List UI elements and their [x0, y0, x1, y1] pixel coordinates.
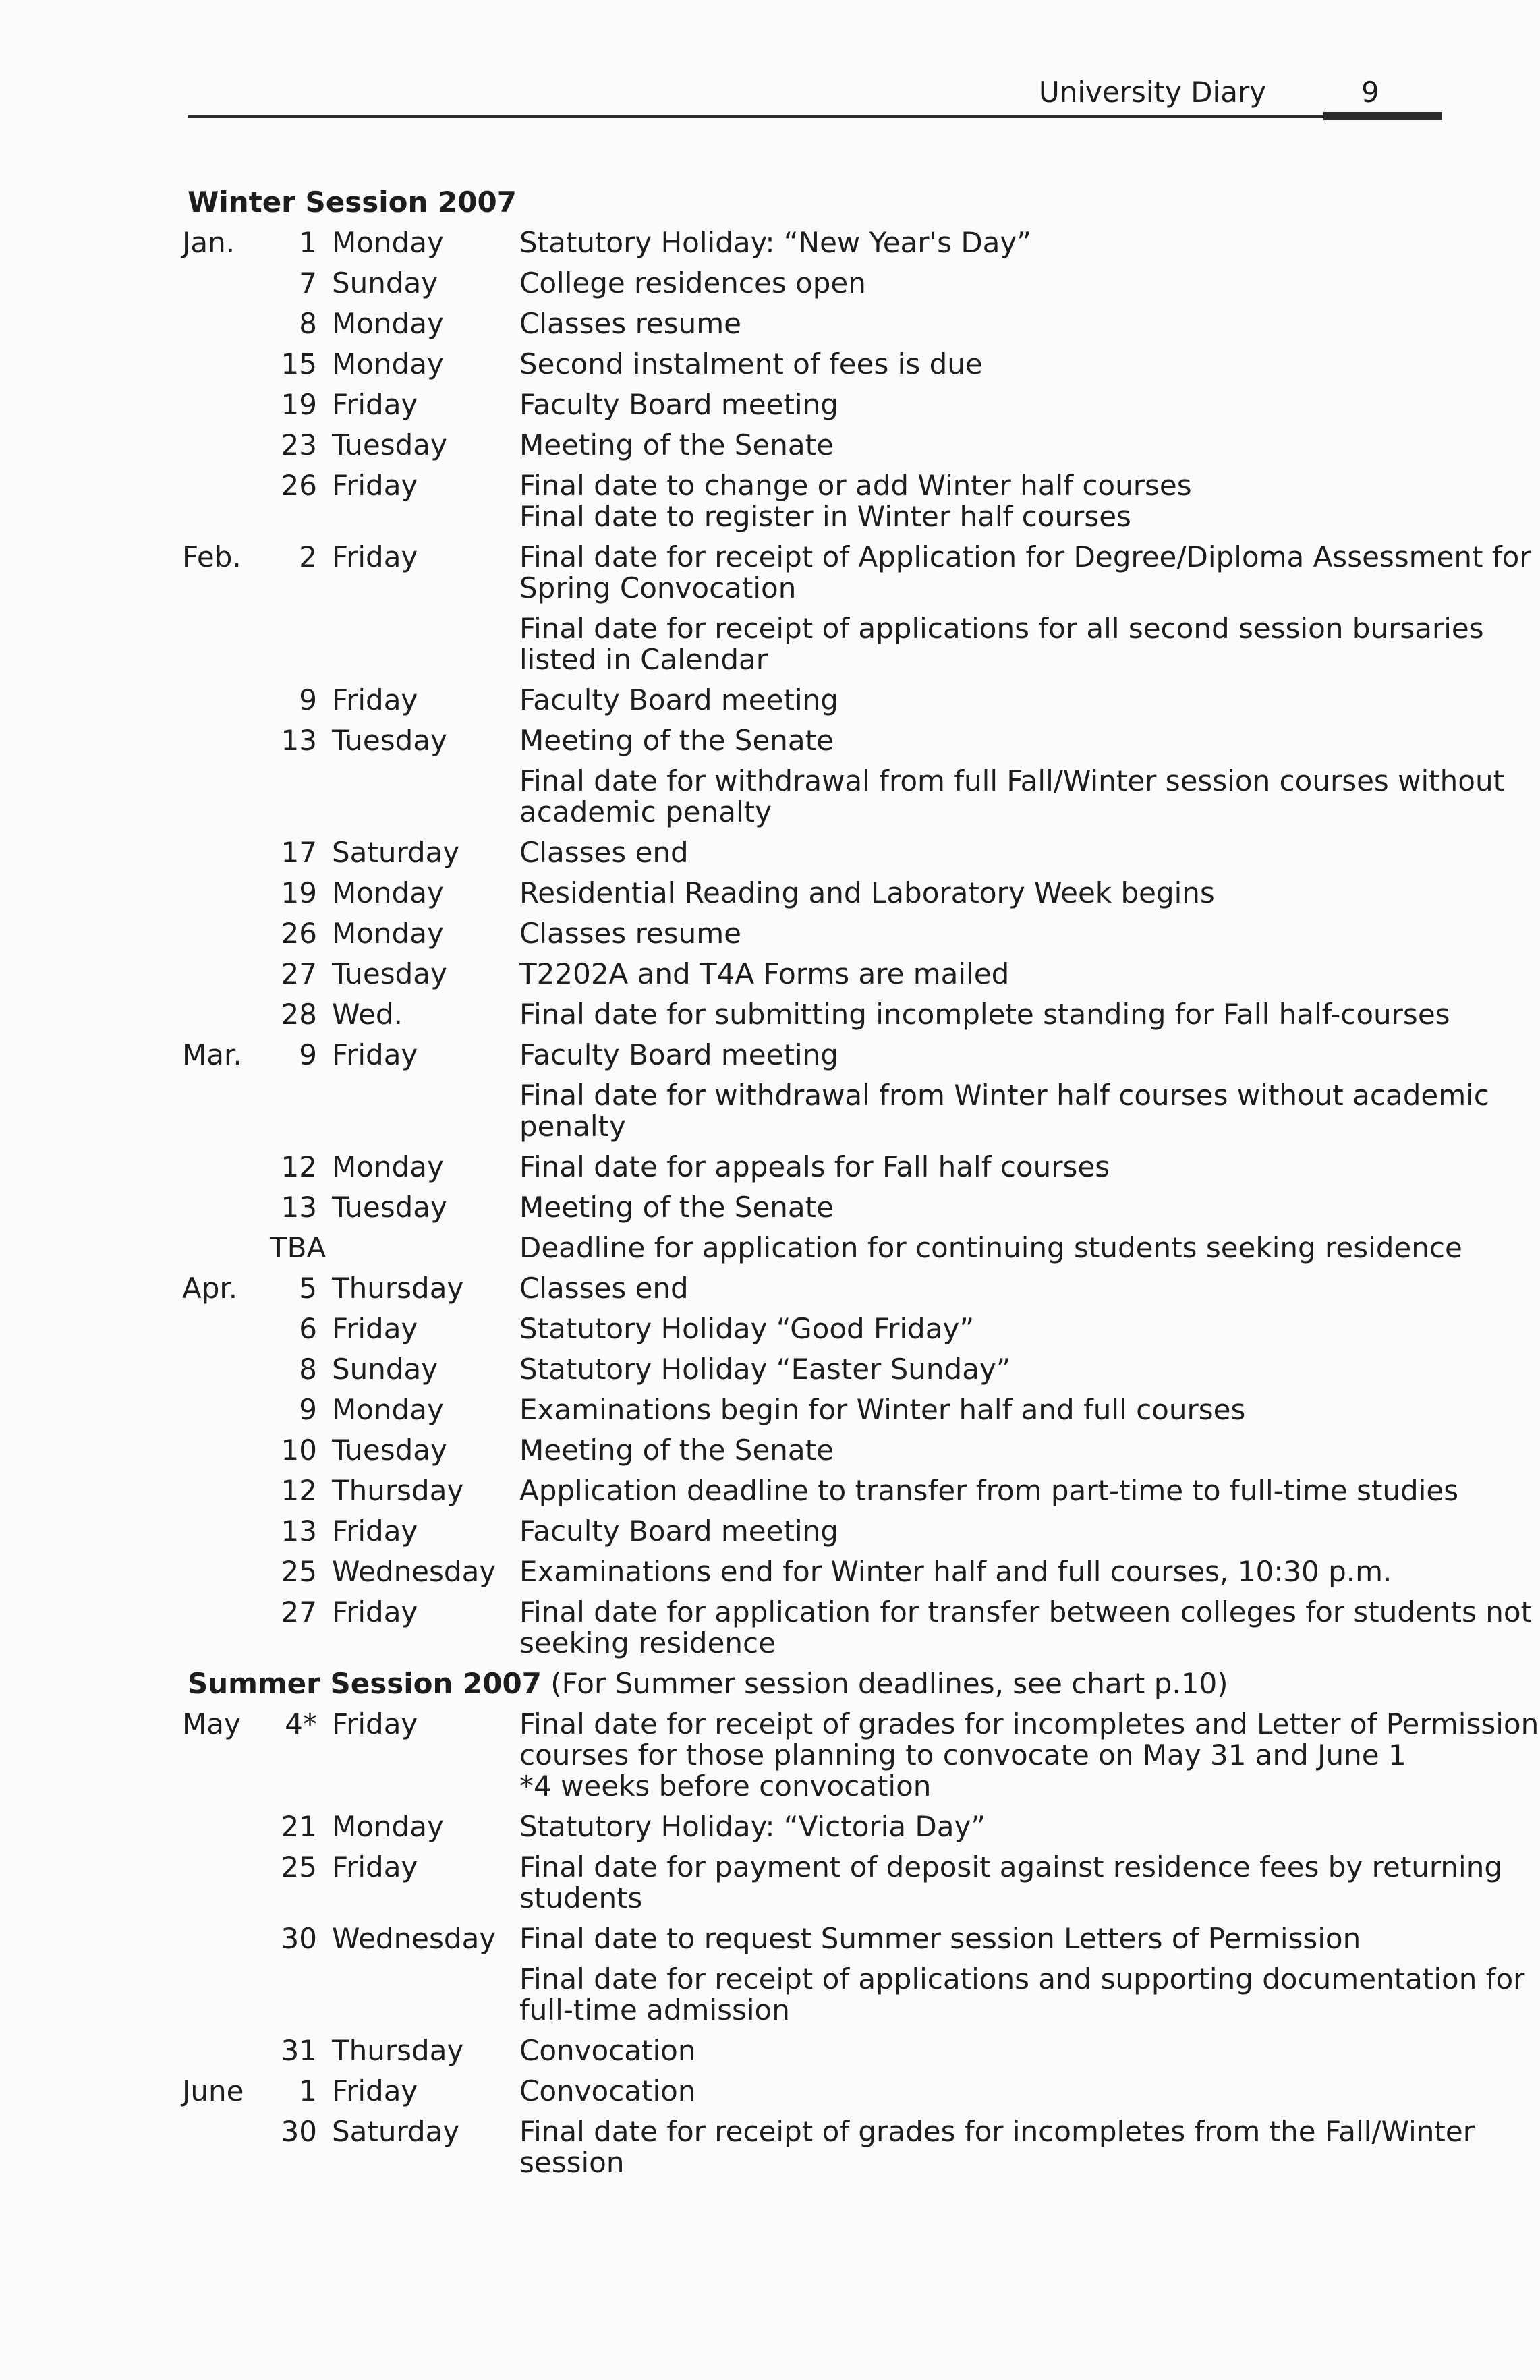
entry-weekday: Friday	[332, 2074, 418, 2107]
entry-weekday: Friday	[332, 1514, 418, 1548]
description-line: Final date for appeals for Fall half courses	[519, 1150, 1110, 1183]
diary-entry	[0, 680, 1540, 720]
diary-entry	[0, 1228, 1540, 1268]
diary-entry	[0, 2071, 1540, 2112]
entry-day: 1	[299, 226, 317, 259]
entry-weekday: Sunday	[332, 266, 438, 300]
description-line: Spring Convocation	[519, 571, 797, 604]
diary-entry	[0, 1592, 1540, 1664]
description-line: Convocation	[519, 2074, 696, 2107]
diary-entry	[0, 1511, 1540, 1552]
entry-description	[519, 1152, 1430, 1183]
diary-entry	[0, 1807, 1540, 1847]
entry-day: 19	[281, 388, 317, 421]
entry-day: 9	[299, 1038, 317, 1071]
entry-day: 30	[281, 2115, 317, 2148]
entry-day: 15	[281, 347, 317, 380]
entry-description	[519, 349, 1430, 380]
description-line: Faculty Board meeting	[519, 1038, 838, 1071]
entry-weekday: Friday	[332, 683, 418, 716]
entry-day: 10	[281, 1434, 317, 1467]
description-line: Final date for withdrawal from Winter half courses without academic	[519, 1079, 1489, 1112]
entry-weekday: Tuesday	[332, 1191, 447, 1224]
entry-weekday: Saturday	[332, 836, 460, 869]
section-title: Summer Session 2007	[188, 1667, 542, 1700]
description-line: Classes end	[519, 836, 689, 869]
header-rule	[188, 115, 1442, 118]
diary-content	[0, 182, 1540, 2183]
description-line: Final date for payment of deposit against residence fees by returning	[519, 1850, 1502, 1883]
entry-day: 17	[281, 836, 317, 869]
description-line: Meeting of the Senate	[519, 1191, 834, 1224]
description-line: Final date for receipt of grades for incompletes and Letter of Permission	[519, 1707, 1539, 1740]
description-line: Statutory Holiday: “New Year's Day”	[519, 226, 1032, 259]
description-line: Classes end	[519, 1272, 689, 1305]
entry-weekday: Friday	[332, 388, 418, 421]
entry-description	[519, 268, 1430, 299]
entry-day: 5	[299, 1272, 317, 1305]
diary-entry	[0, 1430, 1540, 1471]
description-line: Final date for receipt of applications and supporting documentation for	[519, 1962, 1525, 1995]
entry-description	[519, 1811, 1430, 1842]
entry-weekday: Tuesday	[332, 957, 447, 990]
diary-entry	[0, 537, 1540, 608]
entry-day: 28	[281, 998, 317, 1031]
description-line: Final date to change or add Winter half courses	[519, 469, 1192, 502]
entry-day: 13	[281, 724, 317, 757]
entry-day: 26	[281, 469, 317, 502]
entry-day: 31	[281, 2034, 317, 2067]
diary-entry	[0, 1075, 1540, 1147]
diary-entry	[0, 994, 1540, 1035]
diary-entry	[0, 720, 1540, 761]
description-line: Deadline for application for continuing students seeking residence	[519, 1231, 1462, 1264]
description-line: T2202A and T4A Forms are mailed	[519, 957, 1010, 990]
entry-day: TBA	[270, 1231, 326, 1264]
entry-month: Apr.	[182, 1272, 238, 1305]
diary-entry	[0, 1309, 1540, 1349]
entry-description	[519, 430, 1430, 461]
entry-day: 21	[281, 1810, 317, 1843]
entry-description	[519, 1040, 1430, 1071]
entry-weekday: Monday	[332, 917, 444, 950]
entry-description	[519, 540, 1531, 604]
entry-day: 19	[281, 876, 317, 909]
entry-day: 13	[281, 1514, 317, 1548]
entry-description	[519, 685, 1430, 716]
section-title: Winter Session 2007	[188, 186, 517, 219]
description-line: Final date for withdrawal from full Fall/Winter session courses without	[519, 764, 1505, 797]
entry-day: 26	[281, 917, 317, 950]
diary-entry	[0, 465, 1540, 537]
header-rule-accent	[1323, 112, 1442, 120]
entry-description	[519, 1595, 1532, 1660]
diary-entry	[0, 1919, 1540, 1959]
diary-entry	[0, 1349, 1540, 1390]
entry-description	[519, 389, 1430, 420]
entry-description	[519, 878, 1430, 909]
entry-description	[519, 1516, 1430, 1547]
description-line: Application deadline to transfer from part-time to full-time studies	[519, 1474, 1459, 1507]
description-line: Statutory Holiday “Easter Sunday”	[519, 1353, 1011, 1386]
page-number: 9	[1361, 76, 1379, 109]
description-line: listed in Calendar	[519, 643, 768, 676]
description-line: students	[519, 1881, 643, 1915]
entry-description	[519, 2076, 1430, 2107]
entry-description	[519, 1313, 1430, 1344]
entry-description	[519, 1923, 1430, 1954]
entry-description	[519, 612, 1484, 676]
diary-entry	[0, 1552, 1540, 1592]
entry-weekday: Wed.	[332, 998, 403, 1031]
entry-day: 25	[281, 1850, 317, 1883]
description-line: seeking residence	[519, 1626, 776, 1660]
description-line: Meeting of the Senate	[519, 724, 834, 757]
entry-description	[519, 1354, 1430, 1385]
entry-weekday: Monday	[332, 307, 444, 340]
entry-weekday: Sunday	[332, 1353, 438, 1386]
entry-month: June	[182, 2074, 244, 2107]
entry-weekday: Tuesday	[332, 428, 447, 461]
diary-entry	[0, 832, 1540, 873]
diary-entry	[0, 1704, 1540, 1807]
entry-description	[519, 764, 1505, 828]
entry-day: 2	[299, 540, 317, 573]
entry-day: 9	[299, 683, 317, 716]
entry-month: Mar.	[182, 1038, 242, 1071]
diary-entry	[0, 425, 1540, 465]
diary-entry	[0, 1471, 1540, 1511]
entry-weekday: Monday	[332, 226, 444, 259]
diary-entry	[0, 263, 1540, 304]
entry-description	[519, 1231, 1462, 1264]
description-line: Classes resume	[519, 917, 742, 950]
entry-weekday: Monday	[332, 1810, 444, 1843]
entry-day: 8	[299, 307, 317, 340]
diary-entry	[0, 344, 1540, 385]
diary-entry	[0, 304, 1540, 344]
section-heading	[0, 182, 1540, 223]
entry-description	[519, 959, 1430, 990]
entry-weekday: Friday	[332, 1595, 418, 1628]
entry-weekday: Monday	[332, 347, 444, 380]
entry-day: 4*	[285, 1707, 317, 1740]
entry-weekday: Saturday	[332, 2115, 460, 2148]
entry-description	[519, 1474, 1459, 1507]
description-line: Final date for receipt of grades for incompletes from the Fall/Winter	[519, 2115, 1475, 2148]
description-line: Final date for receipt of Application for Degree/Diploma Assessment for	[519, 540, 1531, 573]
description-line: Convocation	[519, 2034, 696, 2067]
diary-entry	[0, 913, 1540, 954]
diary-entry	[0, 954, 1540, 994]
entry-description	[519, 725, 1430, 756]
diary-entry	[0, 1390, 1540, 1430]
entry-day: 12	[281, 1474, 317, 1507]
description-line: Faculty Board meeting	[519, 683, 838, 716]
diary-entry	[0, 2112, 1540, 2183]
entry-weekday: Friday	[332, 1707, 418, 1740]
entry-day: 23	[281, 428, 317, 461]
entry-day: 27	[281, 957, 317, 990]
entry-weekday: Thursday	[332, 1474, 464, 1507]
entry-description	[519, 837, 1430, 868]
description-line: penalty	[519, 1110, 626, 1143]
description-line: Meeting of the Senate	[519, 1434, 834, 1467]
description-line: Final date to register in Winter half courses	[519, 500, 1131, 533]
description-line: Second instalment of fees is due	[519, 347, 983, 380]
entry-weekday: Monday	[332, 1393, 444, 1426]
description-line: Meeting of the Senate	[519, 428, 834, 461]
diary-entry	[0, 1187, 1540, 1228]
entry-weekday: Friday	[332, 1850, 418, 1883]
description-line: Residential Reading and Laboratory Week begins	[519, 876, 1215, 909]
entry-description	[519, 227, 1430, 258]
entry-description	[519, 1394, 1430, 1425]
description-line: Final date to request Summer session Letters of Permission	[519, 1922, 1361, 1955]
description-line: *4 weeks before convocation	[519, 1769, 932, 1803]
description-line: Classes resume	[519, 307, 742, 340]
entry-weekday: Friday	[332, 469, 418, 502]
description-line: Faculty Board meeting	[519, 388, 838, 421]
description-line: Final date for receipt of applications for all second session bursaries	[519, 612, 1484, 645]
entry-month: Feb.	[182, 540, 241, 573]
entry-weekday: Monday	[332, 1150, 444, 1183]
entry-day: 8	[299, 1353, 317, 1386]
entry-weekday: Tuesday	[332, 724, 447, 757]
diary-entry	[0, 761, 1540, 832]
entry-day: 6	[299, 1312, 317, 1345]
description-line: full-time admission	[519, 1993, 790, 2027]
entry-description	[519, 1079, 1489, 1143]
entry-weekday: Friday	[332, 1312, 418, 1345]
running-head: University Diary	[1039, 76, 1267, 109]
entry-description	[519, 998, 1450, 1031]
entry-weekday: Thursday	[332, 1272, 464, 1305]
entry-description	[519, 2035, 1430, 2066]
entry-description	[519, 1435, 1430, 1466]
diary-entry	[0, 1035, 1540, 1075]
diary-entry	[0, 2031, 1540, 2071]
entry-description	[519, 1192, 1430, 1223]
entry-day: 1	[299, 2074, 317, 2107]
entry-day: 9	[299, 1393, 317, 1426]
diary-entry	[0, 223, 1540, 263]
diary-entry	[0, 1959, 1540, 2031]
entry-weekday: Friday	[332, 540, 418, 573]
entry-description	[519, 1962, 1525, 2027]
entry-description	[519, 1707, 1539, 1803]
entry-description	[519, 308, 1430, 339]
entry-day: 25	[281, 1555, 317, 1588]
description-line: Examinations begin for Winter half and full courses	[519, 1393, 1246, 1426]
description-line: Examinations end for Winter half and full courses, 10:30 p.m.	[519, 1555, 1392, 1588]
description-line: session	[519, 2146, 625, 2179]
description-line: Final date for submitting incomplete standing for Fall half-courses	[519, 998, 1450, 1031]
diary-entry	[0, 1847, 1540, 1919]
entry-description	[519, 1273, 1430, 1304]
entry-day: 27	[281, 1595, 317, 1628]
description-line: Statutory Holiday “Good Friday”	[519, 1312, 975, 1345]
diary-entry	[0, 1268, 1540, 1309]
entry-month: Jan.	[182, 226, 235, 259]
entry-description	[519, 2115, 1475, 2179]
entry-weekday: Monday	[332, 876, 444, 909]
entry-weekday: Tuesday	[332, 1434, 447, 1467]
diary-entry	[0, 385, 1540, 425]
description-line: Faculty Board meeting	[519, 1514, 838, 1548]
entry-weekday: Wednesday	[332, 1922, 496, 1955]
description-line: College residences open	[519, 266, 866, 300]
entry-month: May	[182, 1707, 241, 1740]
entry-weekday: Wednesday	[332, 1555, 496, 1588]
entry-description	[519, 918, 1430, 949]
entry-description	[519, 1556, 1430, 1587]
section-heading	[0, 1664, 1540, 1704]
entry-day: 13	[281, 1191, 317, 1224]
description-line: courses for those planning to convocate on May 31 and June 1	[519, 1738, 1406, 1772]
diary-entry	[0, 873, 1540, 913]
description-line: Final date for application for transfer between colleges for students not	[519, 1595, 1532, 1628]
entry-day: 12	[281, 1150, 317, 1183]
entry-weekday: Friday	[332, 1038, 418, 1071]
diary-entry	[0, 1147, 1540, 1187]
entry-day: 7	[299, 266, 317, 300]
entry-description	[519, 470, 1430, 532]
section-note: (For Summer session deadlines, see chart p.10)	[541, 1667, 1228, 1700]
description-line: academic penalty	[519, 795, 772, 828]
diary-entry	[0, 608, 1540, 680]
entry-weekday: Thursday	[332, 2034, 464, 2067]
entry-day: 30	[281, 1922, 317, 1955]
description-line: Statutory Holiday: “Victoria Day”	[519, 1810, 986, 1843]
entry-description	[519, 1850, 1502, 1915]
